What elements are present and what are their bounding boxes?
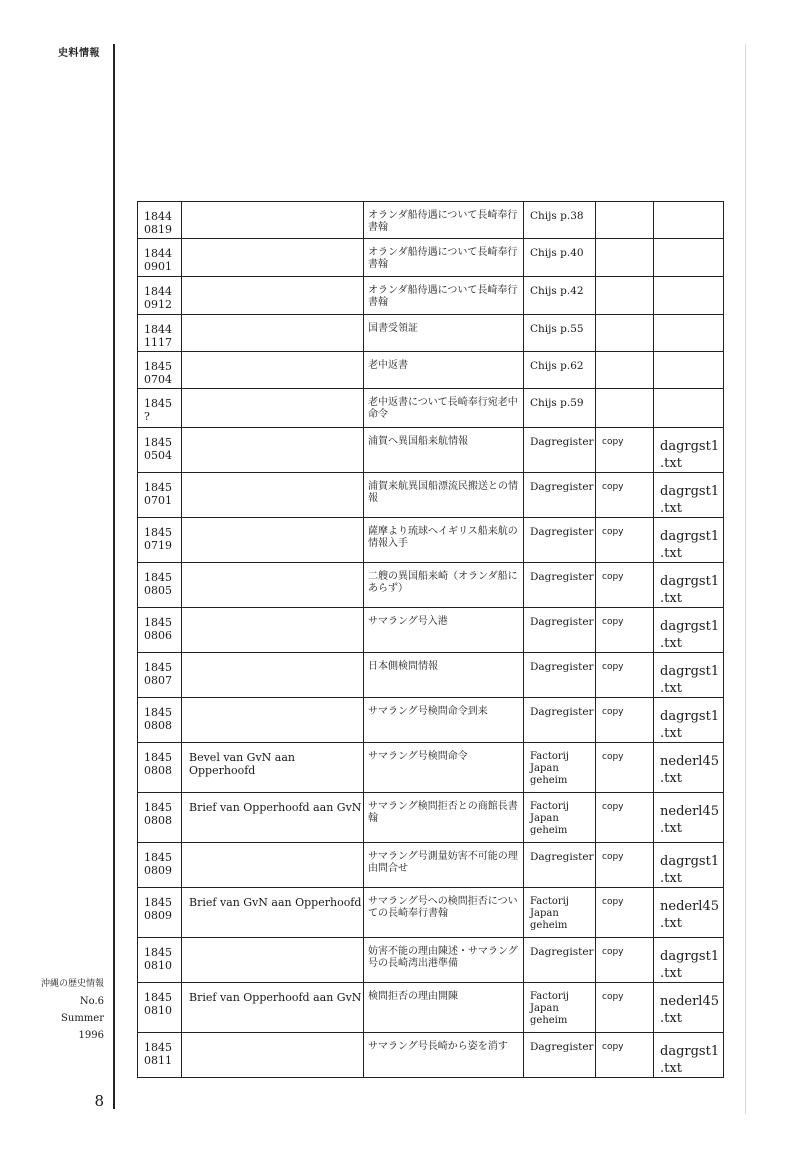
file-name: dagrgst1 <box>660 1044 720 1059</box>
section-label: 史料情報 <box>58 48 100 59</box>
source-text: Factorij Japan geheim <box>530 801 569 836</box>
date-year: 1845 <box>144 526 172 539</box>
date-month-day: 0808 <box>144 719 172 732</box>
subject-cell: サマラング号測量妨害不可能の理由問合せ <box>364 843 524 888</box>
source-text: Chijs p.59 <box>530 397 584 409</box>
file-extension: .txt <box>660 456 682 471</box>
file-extension: .txt <box>660 546 682 561</box>
source-cell <box>524 352 596 389</box>
source-text: Factorij Japan geheim <box>530 896 569 931</box>
subject-cell: 浦賀へ異国船来航情報 <box>364 428 524 473</box>
subject-cell: サマラング検問拒否との商館長書翰 <box>364 793 524 843</box>
date-year: 1845 <box>144 436 172 449</box>
date-year: 1845 <box>144 751 172 764</box>
date-cell <box>138 888 182 938</box>
file-cell <box>654 277 724 315</box>
table-row <box>138 888 724 938</box>
table-body <box>138 202 724 1078</box>
date-month-day: 0809 <box>144 864 172 877</box>
document-title-cell <box>182 428 364 473</box>
file-cell <box>654 518 724 563</box>
file-extension: .txt <box>660 591 682 606</box>
copy-cell <box>596 239 654 277</box>
source-text: Dagregister <box>530 436 594 448</box>
source-text: Dagregister <box>530 1041 594 1053</box>
date-year: 1845 <box>144 801 172 814</box>
document-title-cell <box>182 473 364 518</box>
document-list-table <box>137 201 724 1078</box>
date-year: 1845 <box>144 481 172 494</box>
date-cell <box>138 938 182 983</box>
date-month-day: 0809 <box>144 909 172 922</box>
file-name: dagrgst1 <box>660 619 720 634</box>
subject-cell: 老中返書について長崎奉行宛老中命令 <box>364 389 524 428</box>
source-cell <box>524 793 596 843</box>
date-cell <box>138 793 182 843</box>
source-text: Dagregister <box>530 706 594 718</box>
document-title-cell: Brief van GvN aan Opperhoofd <box>182 888 364 938</box>
table-row <box>138 428 724 473</box>
source-text: Chijs p.38 <box>530 210 584 222</box>
document-title-cell <box>182 698 364 743</box>
document-title-cell <box>182 239 364 277</box>
journal-season: Summer <box>61 1013 104 1024</box>
subject-cell: 浦賀来航異国船漂流民搬送との情報 <box>364 473 524 518</box>
date-cell <box>138 653 182 698</box>
date-year: 1845 <box>144 397 172 410</box>
file-cell <box>654 473 724 518</box>
date-year: 1845 <box>144 946 172 959</box>
copy-cell: copy <box>596 983 654 1033</box>
date-year: 1845 <box>144 360 172 373</box>
date-year: 1845 <box>144 571 172 584</box>
table-row <box>138 389 724 428</box>
source-cell <box>524 428 596 473</box>
file-name: dagrgst1 <box>660 854 720 869</box>
date-cell <box>138 352 182 389</box>
date-month-day: 0805 <box>144 584 172 597</box>
date-year: 1844 <box>144 210 172 223</box>
file-cell <box>654 563 724 608</box>
file-extension: .txt <box>660 821 682 836</box>
document-title-cell <box>182 843 364 888</box>
copy-cell: copy <box>596 888 654 938</box>
document-title-cell <box>182 202 364 239</box>
copy-cell: copy <box>596 743 654 793</box>
subject-cell: 検問拒否の理由開陳 <box>364 983 524 1033</box>
copy-cell: copy <box>596 563 654 608</box>
source-text: Dagregister <box>530 526 594 538</box>
date-cell <box>138 743 182 793</box>
source-cell <box>524 202 596 239</box>
file-extension: .txt <box>660 681 682 696</box>
date-year: 1845 <box>144 706 172 719</box>
date-year: 1845 <box>144 661 172 674</box>
subject-cell: サマラング号検問命令到来 <box>364 698 524 743</box>
copy-cell: copy <box>596 1033 654 1078</box>
date-month-day: 0901 <box>144 260 172 273</box>
date-cell <box>138 202 182 239</box>
source-text: Factorij Japan geheim <box>530 751 569 786</box>
file-cell <box>654 888 724 938</box>
source-text: Dagregister <box>530 616 594 628</box>
date-month-day: 0810 <box>144 1004 172 1017</box>
date-month-day: 0504 <box>144 449 172 462</box>
document-title-cell <box>182 1033 364 1078</box>
subject-cell: 老中返書 <box>364 352 524 389</box>
document-title-cell <box>182 563 364 608</box>
source-cell <box>524 389 596 428</box>
file-cell <box>654 608 724 653</box>
subject-cell: 日本側検問情報 <box>364 653 524 698</box>
table-row <box>138 698 724 743</box>
copy-cell <box>596 315 654 352</box>
journal-title: 沖縄の歴史情報 <box>40 979 104 989</box>
date-month-day: 0811 <box>144 1054 172 1067</box>
copy-cell <box>596 202 654 239</box>
source-cell <box>524 938 596 983</box>
date-month-day: 0704 <box>144 373 172 386</box>
table-row <box>138 352 724 389</box>
date-year: 1845 <box>144 1041 172 1054</box>
source-cell <box>524 315 596 352</box>
file-name: dagrgst1 <box>660 484 720 499</box>
file-cell <box>654 389 724 428</box>
file-name: dagrgst1 <box>660 574 720 589</box>
file-cell <box>654 315 724 352</box>
document-title-cell: Brief van Opperhoofd aan GvN <box>182 983 364 1033</box>
table-row <box>138 608 724 653</box>
date-month-day: ? <box>144 410 150 423</box>
date-month-day: 0819 <box>144 223 172 236</box>
file-name: dagrgst1 <box>660 949 720 964</box>
table-row <box>138 277 724 315</box>
file-name: dagrgst1 <box>660 439 720 454</box>
subject-cell: サマラング号への検問拒否についての長崎奉行書翰 <box>364 888 524 938</box>
source-cell <box>524 1033 596 1078</box>
margin-rule <box>113 44 115 1109</box>
source-text: Dagregister <box>530 851 594 863</box>
table-row <box>138 518 724 563</box>
file-cell <box>654 1033 724 1078</box>
source-cell <box>524 473 596 518</box>
file-extension: .txt <box>660 501 682 516</box>
source-text: Dagregister <box>530 946 594 958</box>
date-cell <box>138 843 182 888</box>
copy-cell <box>596 352 654 389</box>
date-cell <box>138 1033 182 1078</box>
date-cell <box>138 389 182 428</box>
table-row <box>138 315 724 352</box>
date-year: 1844 <box>144 285 172 298</box>
table-row <box>138 793 724 843</box>
copy-cell: copy <box>596 428 654 473</box>
table-row <box>138 843 724 888</box>
table-row <box>138 239 724 277</box>
source-text: Chijs p.42 <box>530 285 584 297</box>
journal-year: 1996 <box>78 1030 104 1041</box>
date-month-day: 0808 <box>144 764 172 777</box>
copy-cell: copy <box>596 518 654 563</box>
date-cell <box>138 518 182 563</box>
table-row <box>138 563 724 608</box>
date-cell <box>138 239 182 277</box>
table-row <box>138 202 724 239</box>
file-cell <box>654 653 724 698</box>
file-cell <box>654 239 724 277</box>
file-extension: .txt <box>660 966 682 981</box>
source-text: Chijs p.40 <box>530 247 584 259</box>
date-year: 1845 <box>144 991 172 1004</box>
copy-cell: copy <box>596 473 654 518</box>
document-title-cell <box>182 389 364 428</box>
file-cell <box>654 428 724 473</box>
table-row <box>138 473 724 518</box>
copy-cell: copy <box>596 653 654 698</box>
source-cell <box>524 698 596 743</box>
document-title-cell <box>182 277 364 315</box>
date-cell <box>138 277 182 315</box>
source-text: Dagregister <box>530 571 594 583</box>
file-cell <box>654 352 724 389</box>
source-cell <box>524 277 596 315</box>
table-row <box>138 743 724 793</box>
date-month-day: 0701 <box>144 494 172 507</box>
file-extension: .txt <box>660 1061 682 1076</box>
file-cell <box>654 983 724 1033</box>
document-title-cell: Brief van Opperhoofd aan GvN <box>182 793 364 843</box>
file-extension: .txt <box>660 771 682 786</box>
date-cell <box>138 473 182 518</box>
date-month-day: 1117 <box>144 336 172 349</box>
document-title-cell <box>182 518 364 563</box>
file-extension: .txt <box>660 916 682 931</box>
table-row <box>138 653 724 698</box>
source-text: Factorij Japan geheim <box>530 991 569 1026</box>
source-cell <box>524 743 596 793</box>
subject-cell: 国書受領証 <box>364 315 524 352</box>
subject-cell: オランダ船待遇について長崎奉行書翰 <box>364 202 524 239</box>
document-title-cell <box>182 352 364 389</box>
file-name: nederl45 <box>660 754 719 769</box>
file-name: dagrgst1 <box>660 664 720 679</box>
date-month-day: 0912 <box>144 298 172 311</box>
subject-cell: オランダ船待遇について長崎奉行書翰 <box>364 277 524 315</box>
source-cell <box>524 843 596 888</box>
subject-cell: サマラング号検問命令 <box>364 743 524 793</box>
source-cell <box>524 888 596 938</box>
page-number: 8 <box>94 1092 104 1110</box>
copy-cell: copy <box>596 843 654 888</box>
file-name: nederl45 <box>660 804 719 819</box>
date-month-day: 0807 <box>144 674 172 687</box>
file-extension: .txt <box>660 1011 682 1026</box>
date-month-day: 0719 <box>144 539 172 552</box>
subject-cell: 二艘の異国船来崎（オランダ船にあらず） <box>364 563 524 608</box>
date-year: 1844 <box>144 247 172 260</box>
date-year: 1844 <box>144 323 172 336</box>
file-cell <box>654 793 724 843</box>
date-year: 1845 <box>144 851 172 864</box>
date-cell <box>138 315 182 352</box>
source-cell <box>524 983 596 1033</box>
date-cell <box>138 563 182 608</box>
table-row <box>138 938 724 983</box>
date-cell <box>138 698 182 743</box>
journal-issue: No.6 <box>79 996 104 1007</box>
table-row <box>138 983 724 1033</box>
document-title-cell <box>182 653 364 698</box>
source-text: Chijs p.55 <box>530 323 584 335</box>
date-month-day: 0806 <box>144 629 172 642</box>
copy-cell: copy <box>596 698 654 743</box>
date-cell <box>138 983 182 1033</box>
copy-cell <box>596 277 654 315</box>
file-extension: .txt <box>660 871 682 886</box>
journal-info <box>20 976 104 1044</box>
file-name: nederl45 <box>660 899 719 914</box>
file-name: dagrgst1 <box>660 709 720 724</box>
document-title-cell <box>182 315 364 352</box>
file-cell <box>654 743 724 793</box>
source-cell <box>524 608 596 653</box>
subject-cell: 妨害不能の理由陳述・サマラング号の長崎湾出港準備 <box>364 938 524 983</box>
file-name: dagrgst1 <box>660 529 720 544</box>
document-title-cell <box>182 608 364 653</box>
subject-cell: サマラング号長崎から姿を消す <box>364 1033 524 1078</box>
date-cell <box>138 428 182 473</box>
date-year: 1845 <box>144 896 172 909</box>
file-cell <box>654 202 724 239</box>
source-cell <box>524 518 596 563</box>
source-cell <box>524 239 596 277</box>
subject-cell: 薩摩より琉球へイギリス船来航の情報入手 <box>364 518 524 563</box>
source-cell <box>524 653 596 698</box>
copy-cell: copy <box>596 608 654 653</box>
date-month-day: 0810 <box>144 959 172 972</box>
file-name: nederl45 <box>660 994 719 1009</box>
date-year: 1845 <box>144 616 172 629</box>
file-cell <box>654 843 724 888</box>
copy-cell <box>596 389 654 428</box>
source-text: Dagregister <box>530 661 594 673</box>
file-extension: .txt <box>660 636 682 651</box>
date-month-day: 0808 <box>144 814 172 827</box>
subject-cell: オランダ船待遇について長崎奉行書翰 <box>364 239 524 277</box>
copy-cell: copy <box>596 793 654 843</box>
source-text: Chijs p.62 <box>530 360 584 372</box>
source-cell <box>524 563 596 608</box>
page-edge-line <box>745 44 746 1114</box>
source-text: Dagregister <box>530 481 594 493</box>
subject-cell: サマラング号入港 <box>364 608 524 653</box>
document-title-cell: Bevel van GvN aan Opperhoofd <box>182 743 364 793</box>
file-cell <box>654 938 724 983</box>
file-cell <box>654 698 724 743</box>
date-cell <box>138 608 182 653</box>
document-title-cell <box>182 938 364 983</box>
table-row <box>138 1033 724 1078</box>
copy-cell: copy <box>596 938 654 983</box>
file-extension: .txt <box>660 726 682 741</box>
